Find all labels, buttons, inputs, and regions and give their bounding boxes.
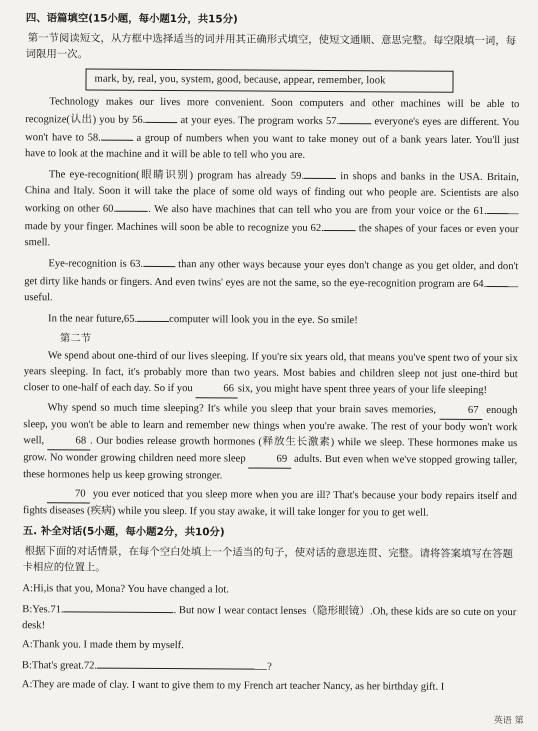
dialogue-line: A:Hi,is that you, Mona? You have changed a lot. <box>22 583 229 596</box>
part-2-title: 第二节 <box>59 332 92 345</box>
blank-62[interactable] <box>324 219 356 231</box>
blank-58[interactable] <box>101 129 133 141</box>
blank-67[interactable]: 67 <box>440 403 483 420</box>
blank-71[interactable] <box>64 600 174 613</box>
passage-paragraph: 70 you ever noticed that you sleep more when you are ill? That's because your body repairs itself and fights diseases (疾病) while you sleep. If you stay awake, it will take longer for you to get well. <box>23 486 517 522</box>
passage-paragraph: In the near future,65. computer will look you in the eye. So smile! <box>24 309 518 330</box>
blank-59[interactable] <box>304 167 336 179</box>
blank-56[interactable] <box>145 111 177 123</box>
blank-61[interactable] <box>487 202 519 214</box>
blank-69[interactable]: 69 <box>248 452 291 469</box>
passage-paragraph: Eye-recognition is 63. than any other ways because your eyes don't change as you get older, and don't get dirty like hands or fingers. And even twins' eyes are not the same, so the eye-recognition program are 64. useful. <box>24 254 518 309</box>
blank-60[interactable] <box>116 200 148 212</box>
blank-63[interactable] <box>143 255 175 267</box>
passage-paragraph: Why spend so much time sleeping? It's while you sleep that your brain saves memories, 67 enough sleep, you won't be able to learn and remember new things when you're awake. The rest of your body won't work well, 68 . Our bodies release growth hormones (释放生长激素) while we sleep. These hormones make us grow. No wonder growing children need more sleep 69 adults. But even when we've stopped growing taller, these hormones help us keep growing stronger. <box>23 402 518 482</box>
section-5-instruction: 根据下面的对话情景，在每个空白处填上一个适当的句子，使对话的意思连贯、完整。请将答案填写在答题卡相应的位置上。 <box>22 545 514 574</box>
section-5-title: 五. 补全对话(5小题，每小题2分，共10分) <box>22 525 225 539</box>
page-footer: 英语 第 <box>493 716 524 727</box>
dialogue-line: B:That's great.72. ? <box>22 656 516 677</box>
section-4-title: 四、语篇填空(15小题，每小题1分，共15分) <box>25 12 238 26</box>
section-4-instruction: 第一节阅读短文，从方框中选择适当的词并用其正确形式填空，使短文通顺、意思完整。每空限填一词，每词限用一次。 <box>25 32 517 61</box>
blank-72[interactable] <box>97 657 267 670</box>
word-box: mark, by, real, you, system, good, because, appear, remember, look <box>85 69 453 93</box>
blank-64[interactable] <box>486 275 518 287</box>
dialogue-line: A:They are made of clay. I want to give them to my French art teacher Nancy, as her birthday gift. I <box>21 679 445 693</box>
passage-paragraph: We spend about one-third of our lives sleeping. If you're six years old, that means you've spent two of your six years sleeping. In fact, it's probably more than two years. Most babies and children sleep not just one-third but closer to one-half of each day. So if you 66 six, you might have spent three years of your life sleeping! <box>24 348 518 400</box>
blank-70[interactable]: 70 <box>47 486 90 503</box>
blank-65[interactable] <box>137 310 169 322</box>
blank-68[interactable]: 68 <box>48 433 91 450</box>
passage-paragraph: Technology makes our lives more convenient. Soon computers and other machines will be able to recognize(认出) you by 56. at your eyes. The program works 57. everyone's eyes are different. You won't have to 58. a group of numbers when you want to take money out of a bank years later. You'll just have to look at the machine and it will be able to tell who you are. <box>25 96 520 161</box>
dialogue-line: A:Thank you. I made them by myself. <box>22 639 184 652</box>
blank-66[interactable]: 66 <box>195 381 238 398</box>
dialogue-line: B:Yes.71. . But now I wear contact lenses（隐形眼镜）.Oh, these kids are so cute on your desk! <box>22 600 516 637</box>
passage-paragraph: The eye-recognition(眼睛识别) program has already 59. in shops and banks in the USA. Britain, China and Italy. Soon it will take the place of some old ways of finding out who people are. Scientists are also working on other 60. . We also have machines that can tell who you are from your voice or the 61. made by your finger. Machines will soon be able to recognize you 62. the shapes of your faces or even your smell. <box>24 165 519 254</box>
blank-57[interactable] <box>339 112 371 124</box>
